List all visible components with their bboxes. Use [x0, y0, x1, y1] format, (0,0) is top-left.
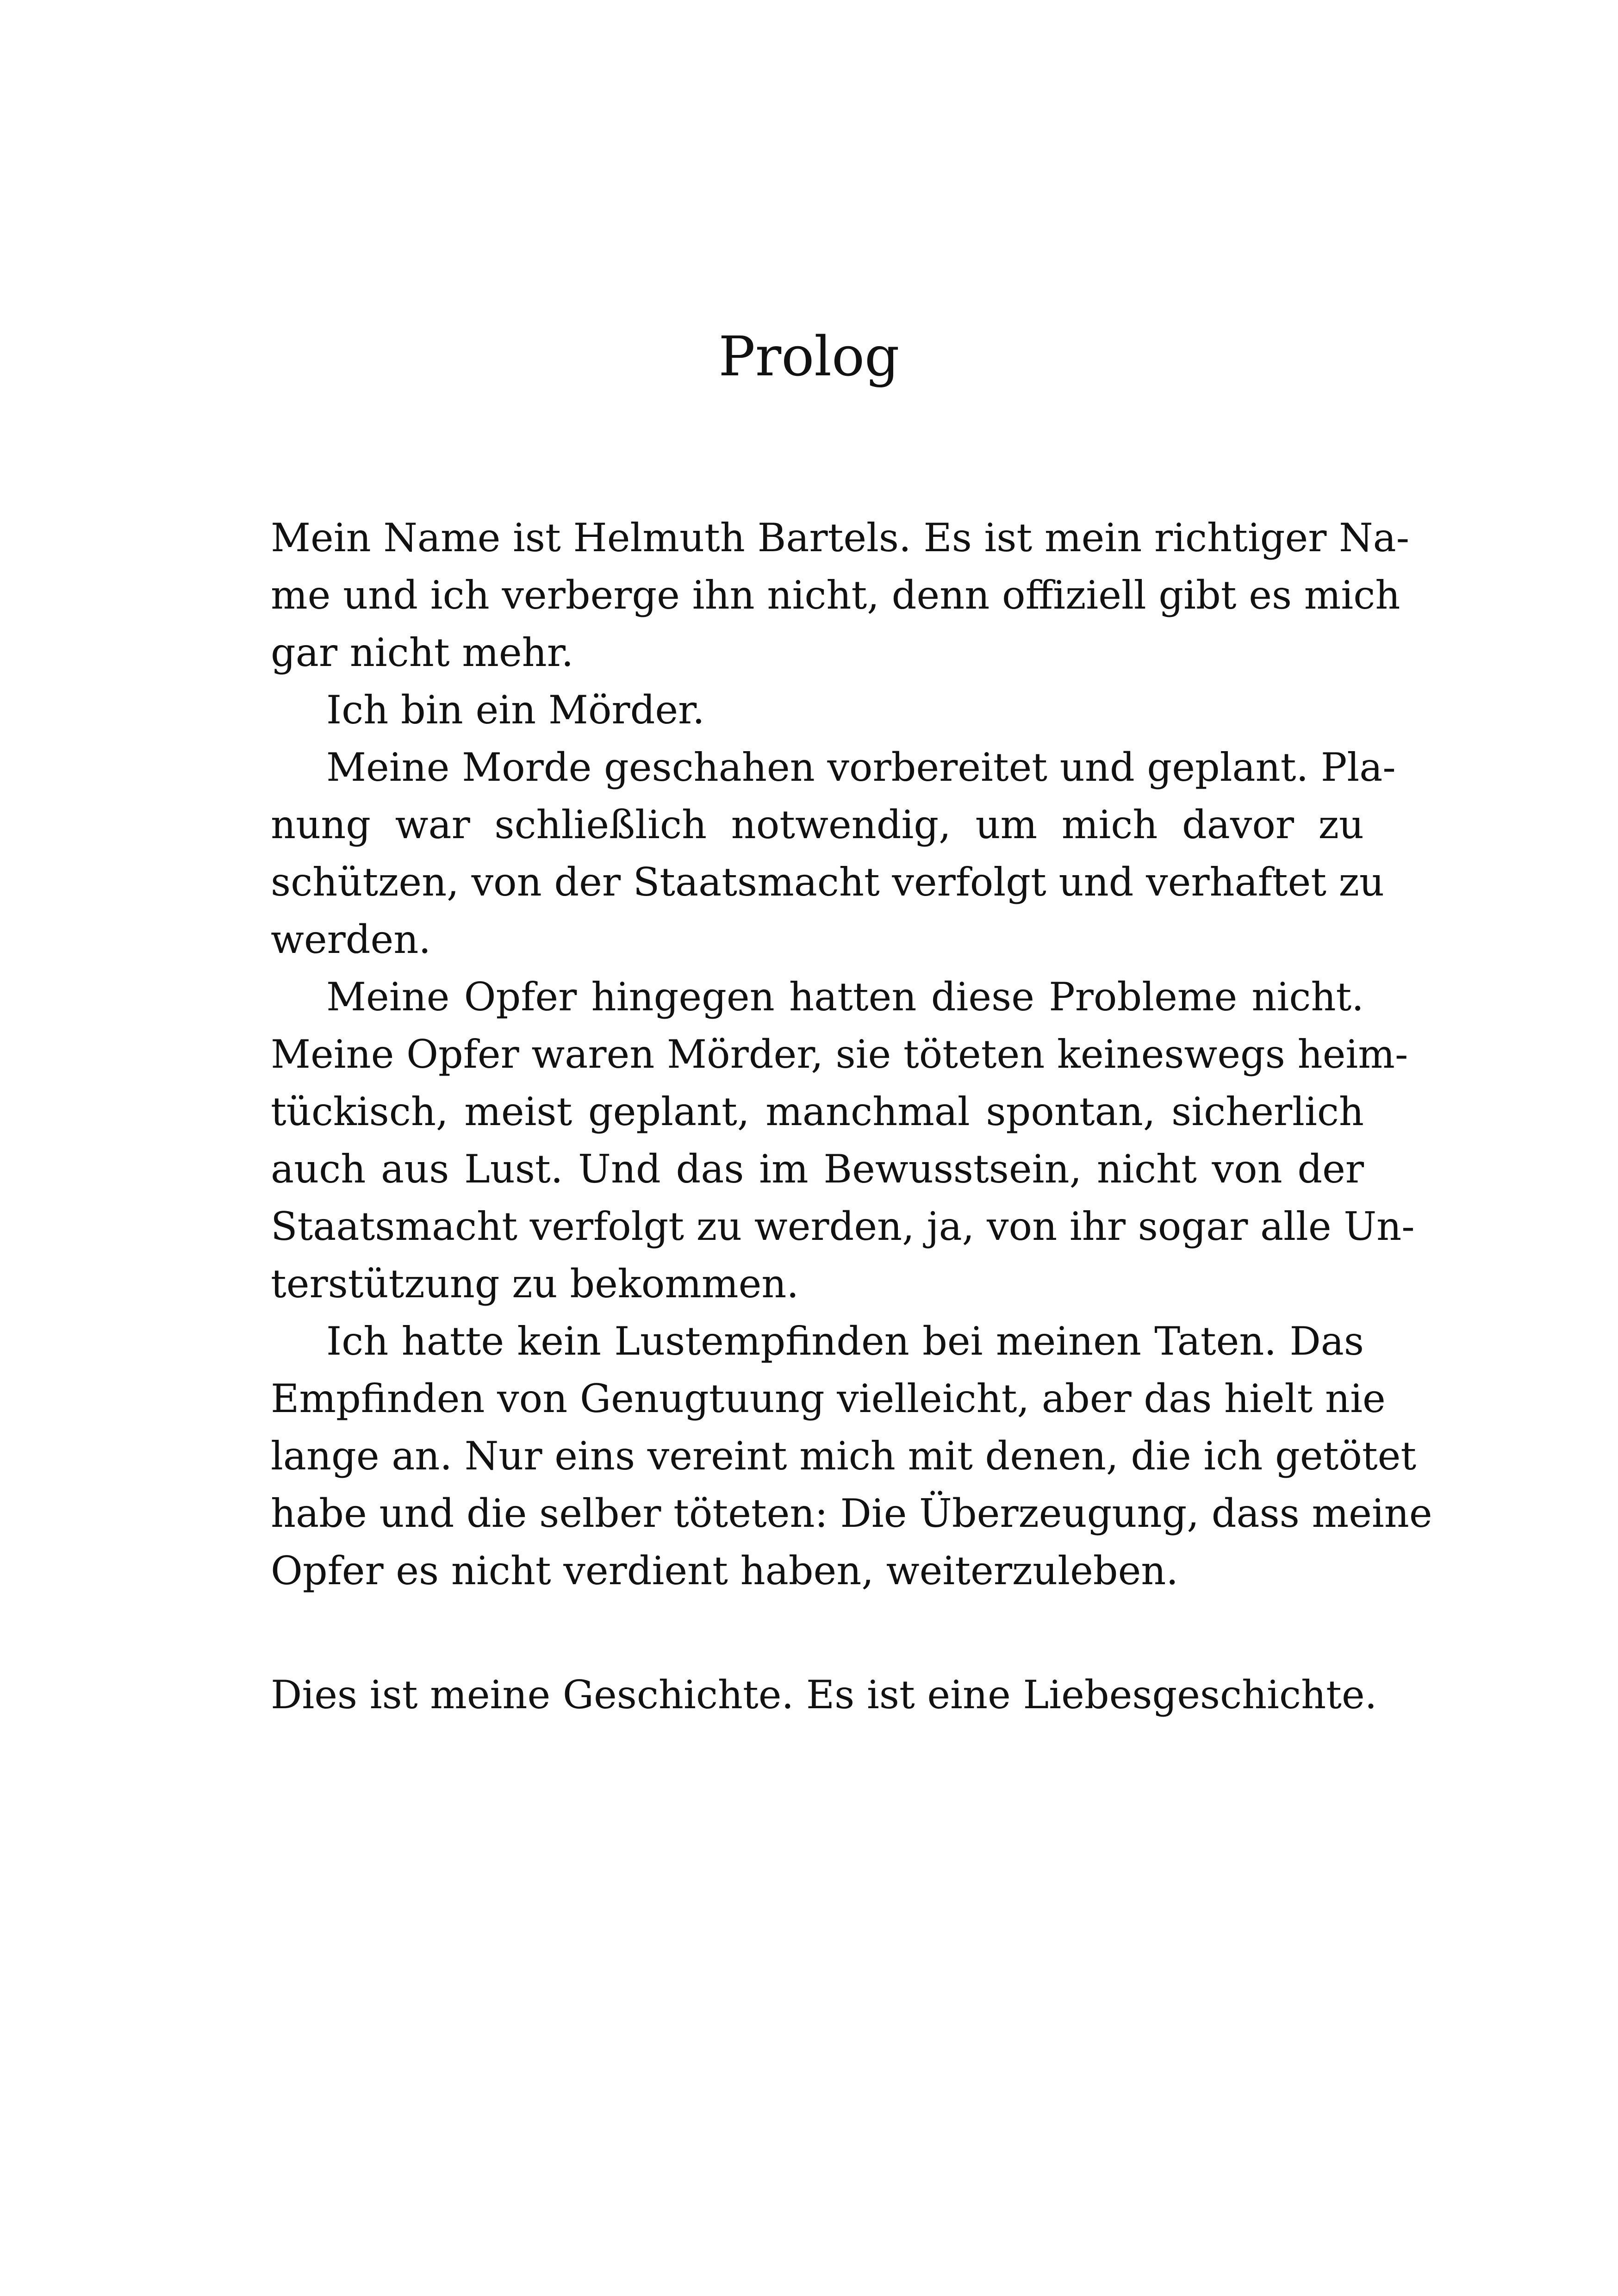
- text-line: auch aus Lust. Und das im Bewusstsein, nicht von der: [271, 1146, 1364, 1192]
- text-line: Meine Opfer waren Mörder, sie töteten keineswegs heim-: [271, 1032, 1408, 1077]
- text-line: Ich bin ein Mörder.: [326, 687, 705, 733]
- text-line: terstützung zu bekommen.: [271, 1261, 799, 1307]
- text-line: Empfinden von Genugtuung vielleicht, aber das hielt nie: [271, 1376, 1386, 1421]
- chapter-title: Prolog: [718, 324, 900, 388]
- text-line: Staatsmacht verfolgt zu werden, ja, von ihr sogar alle Un-: [271, 1204, 1415, 1249]
- text-line: gar nicht mehr.: [271, 630, 574, 675]
- text-line: lange an. Nur eins vereint mich mit denen, die ich getötet: [271, 1433, 1417, 1479]
- text-line: werden.: [271, 917, 431, 962]
- text-line: me und ich verberge ihn nicht, denn offiziell gibt es mich: [271, 572, 1400, 618]
- text-line: schützen, von der Staatsmacht verfolgt und verhaftet zu: [271, 859, 1385, 905]
- text-line: tückisch, meist geplant, manchmal spontan, sicherlich: [271, 1089, 1364, 1134]
- text-line: Ich hatte kein Lustempfinden bei meinen Taten. Das: [326, 1319, 1364, 1364]
- closing-paragraph: [271, 1666, 1377, 1724]
- text-line: Mein Name ist Helmuth Bartels. Es ist mein richtiger Na-: [271, 515, 1410, 560]
- text-line: Opfer es nicht verdient haben, weiterzuleben.: [271, 1548, 1179, 1593]
- closing-line: Dies ist meine Geschichte. Es ist eine Liebesgeschichte.: [271, 1672, 1377, 1717]
- text-line: habe und die selber töteten: Die Überzeugung, dass meine: [271, 1491, 1432, 1536]
- text-line: Meine Morde geschahen vorbereitet und geplant. Pla-: [326, 745, 1396, 790]
- text-line: Meine Opfer hingegen hatten diese Probleme nicht.: [326, 974, 1364, 1020]
- text-line: nung war schließlich notwendig, um mich davor zu: [271, 802, 1364, 847]
- prologue-body: [271, 509, 1432, 1599]
